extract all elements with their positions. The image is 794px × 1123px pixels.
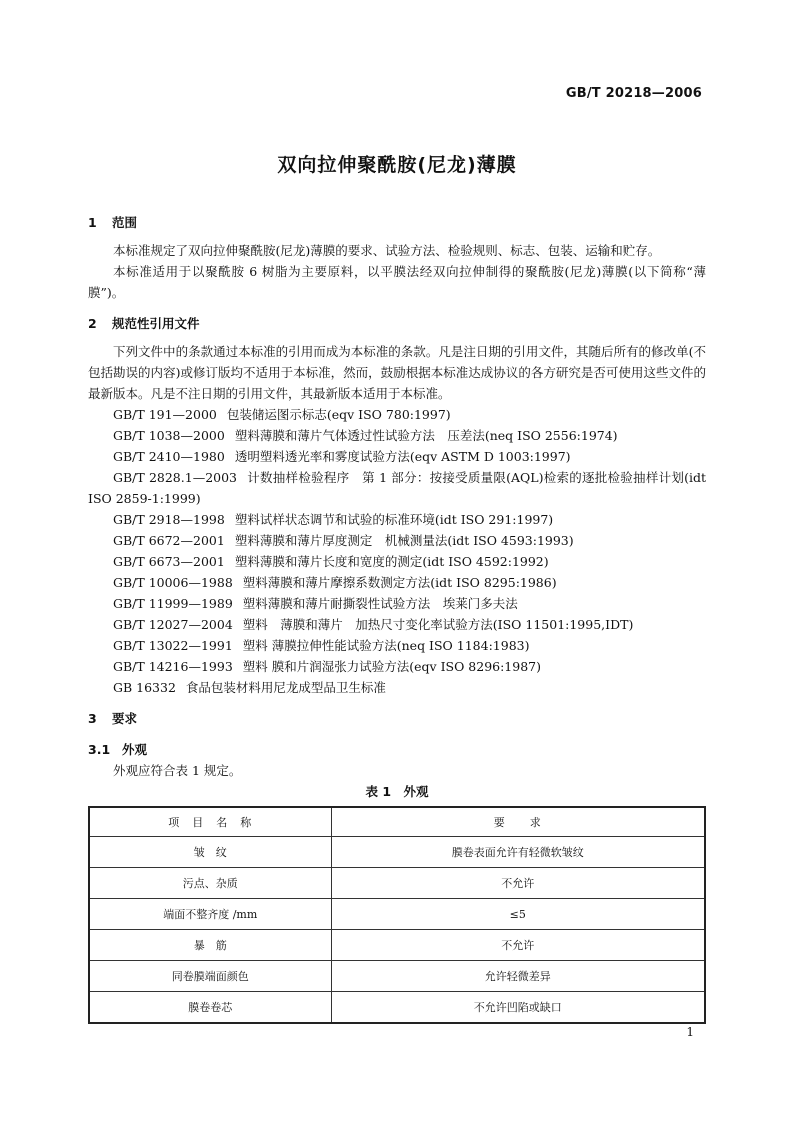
document-title: 双向拉伸聚酰胺(尼龙)薄膜 — [277, 154, 517, 176]
section-title: 范围 — [112, 215, 138, 230]
reference-item — [88, 635, 706, 656]
section-number: 2 — [88, 316, 97, 331]
reference-title: 塑料 薄膜拉伸性能试验方法(neq ISO 1184:1983) — [242, 638, 530, 653]
section-title: 要求 — [112, 711, 138, 726]
reference-code: GB/T 2918—1998 — [113, 512, 225, 527]
reference-item — [88, 593, 706, 614]
standard-number: GB/T 20218—2006 — [565, 86, 702, 101]
requirement-cell: 不允许 — [331, 868, 705, 899]
reference-code: GB/T 2828.1—2003 — [113, 470, 238, 485]
reference-item — [88, 614, 706, 635]
reference-title: 透明塑料透光率和雾度试验方法(eqv ASTM D 1003:1997) — [234, 449, 571, 464]
requirement-cell: 膜卷表面允许有轻微软皱纹 — [331, 837, 705, 868]
table-caption: 表 1 外观 — [365, 784, 429, 799]
reference-code: GB/T 13022—1991 — [113, 638, 233, 653]
reference-code: GB/T 14216—1993 — [113, 659, 233, 674]
reference-item — [88, 404, 706, 425]
reference-item — [88, 530, 706, 551]
column-header: 项 目 名 称 — [89, 807, 331, 837]
reference-code: GB 16332 — [113, 680, 176, 695]
paragraph: 下列文件中的条款通过本标准的引用而成为本标准的条款。凡是注日期的引用文件，其随后所有的修改单(不包括勘误的内容)或修订版均不适用于本标准，然而，鼓励根据本标准达成协议的各方研究是否可使用这些文件的最新版本。凡是不注日期的引用文件，其最新版本适用于本标准。 — [88, 344, 706, 401]
paragraph: 本标准适用于以聚酰胺 6 树脂为主要原料，以平膜法经双向拉伸制得的聚酰胺(尼龙)薄膜(以下简称“薄膜”)。 — [88, 264, 706, 300]
reference-title: 食品包装材料用尼龙成型品卫生标准 — [185, 680, 386, 695]
reference-title: 塑料薄膜和薄片耐撕裂性试验方法 埃莱门多夫法 — [242, 596, 518, 611]
requirement-cell: 不允许凹陷或缺口 — [331, 992, 705, 1024]
item-name-cell: 端面不整齐度 /mm — [89, 899, 331, 930]
table-row — [89, 961, 705, 992]
reference-item — [88, 656, 706, 677]
reference-title: 包装储运图示标志(eqv ISO 780:1997) — [226, 407, 451, 422]
reference-title: 塑料 薄膜和薄片 加热尺寸变化率试验方法(ISO 11501:1995,IDT) — [242, 617, 634, 632]
reference-code: GB/T 11999—1989 — [113, 596, 233, 611]
reference-title: 塑料薄膜和薄片长度和宽度的测定(idt ISO 4592:1992) — [234, 554, 549, 569]
reference-item — [88, 467, 706, 509]
reference-code: GB/T 1038—2000 — [113, 428, 225, 443]
requirement-cell: 不允许 — [331, 930, 705, 961]
reference-code: GB/T 6673—2001 — [113, 554, 225, 569]
table-row — [89, 868, 705, 899]
reference-title: 塑料薄膜和薄片摩擦系数测定方法(idt ISO 8295:1986) — [242, 575, 557, 590]
section-number: 3 — [88, 711, 97, 726]
page-number: 1 — [686, 1025, 694, 1039]
reference-item — [88, 425, 706, 446]
reference-code: GB/T 12027—2004 — [113, 617, 233, 632]
reference-title: 塑料 膜和片润湿张力试验方法(eqv ISO 8296:1987) — [242, 659, 541, 674]
reference-code: GB/T 2410—1980 — [113, 449, 225, 464]
paragraph: 本标准规定了双向拉伸聚酰胺(尼龙)薄膜的要求、试验方法、检验规则、标志、包装、运输和贮存。 — [113, 243, 661, 258]
reference-code: GB/T 10006—1988 — [113, 575, 233, 590]
reference-item — [88, 572, 706, 593]
subsection-number: 3.1 — [88, 742, 111, 757]
requirement-cell: 允许轻微差异 — [331, 961, 705, 992]
item-name-cell: 同卷膜端面颜色 — [89, 961, 331, 992]
requirement-cell: ≤5 — [331, 899, 705, 930]
section-1-heading — [88, 212, 706, 233]
table-row — [89, 837, 705, 868]
paragraph: 外观应符合表 1 规定。 — [113, 763, 242, 778]
table-row — [89, 930, 705, 961]
reference-item — [88, 509, 706, 530]
section-title: 规范性引用文件 — [112, 316, 200, 331]
item-name-cell: 污点、杂质 — [89, 868, 331, 899]
subsection-3-1-heading — [88, 739, 706, 760]
document-body — [88, 212, 706, 1024]
table-header-row — [89, 807, 705, 837]
section-number: 1 — [88, 215, 97, 230]
reference-code: GB/T 191—2000 — [113, 407, 217, 422]
reference-list — [88, 404, 706, 698]
subsection-title: 外观 — [122, 742, 148, 757]
item-name-cell: 暴 筋 — [89, 930, 331, 961]
reference-item — [88, 446, 706, 467]
table-row — [89, 992, 705, 1024]
item-name-cell: 皱 纹 — [89, 837, 331, 868]
column-header: 要 求 — [331, 807, 705, 837]
reference-item — [88, 677, 706, 698]
table-row — [89, 899, 705, 930]
reference-title: 塑料薄膜和薄片厚度测定 机械测量法(idt ISO 4593:1993) — [234, 533, 574, 548]
section-2-heading — [88, 313, 706, 334]
reference-title: 计数抽样检验程序 第 1 部分：按接受质量限(AQL)检索的逐批检验抽样计划(idt ISO 2859-1:1999) — [88, 470, 706, 506]
item-name-cell: 膜卷卷芯 — [89, 992, 331, 1024]
reference-item — [88, 551, 706, 572]
section-3-heading — [88, 708, 706, 729]
reference-title: 塑料薄膜和薄片气体透过性试验方法 压差法(neq ISO 2556:1974) — [234, 428, 618, 443]
appearance-table — [88, 806, 706, 1024]
reference-title: 塑料试样状态调节和试验的标准环境(idt ISO 291:1997) — [234, 512, 554, 527]
reference-code: GB/T 6672—2001 — [113, 533, 225, 548]
